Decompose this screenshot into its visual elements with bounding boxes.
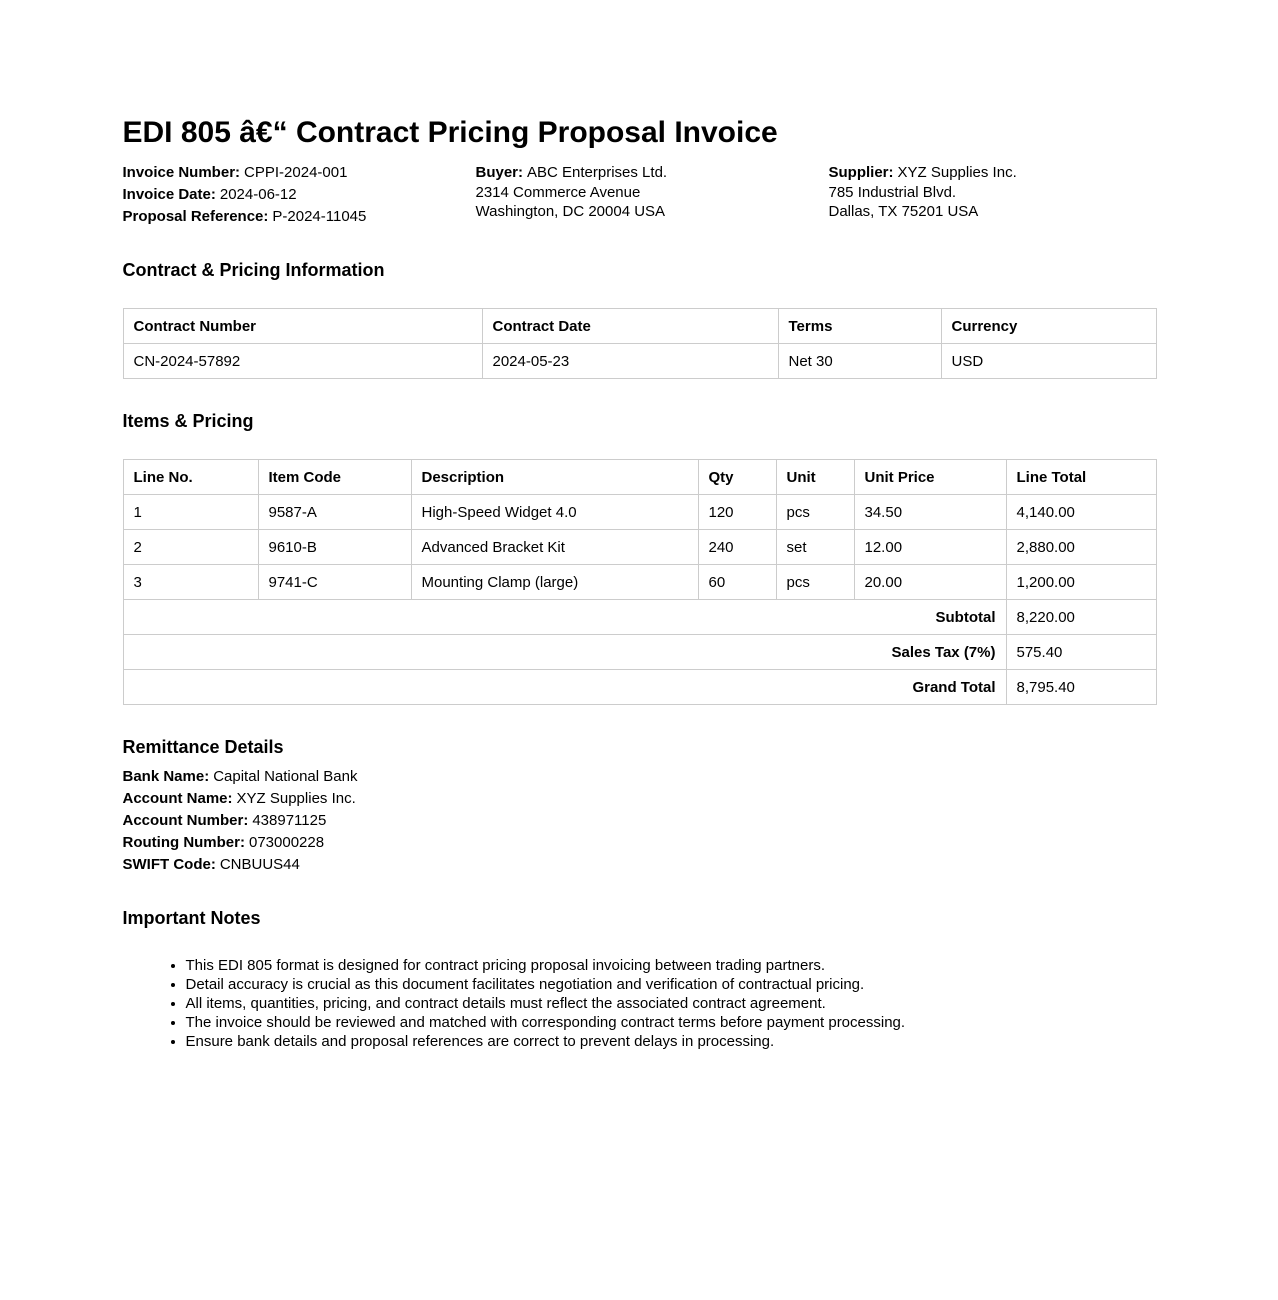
items-section-heading: Items & Pricing — [122, 411, 254, 431]
swift-code-value: CNBUUS44 — [219, 856, 300, 873]
routing-number-value: 073000228 — [248, 834, 325, 851]
description-cell: Advanced Bracket Kit — [411, 530, 698, 565]
item-code-cell: 9587-A — [258, 495, 411, 530]
note-item: • The invoice should be reviewed and matched with corresponding contract terms before payment processing. — [186, 1013, 1156, 1032]
bank-name-line — [123, 766, 1156, 788]
invoice-header — [123, 162, 1156, 228]
contract-date-cell: 2024-05-23 — [482, 344, 778, 379]
summary-row-subtotal — [123, 600, 1156, 635]
note-item: • All items, quantities, pricing, and contract details must reflect the associated contract agreement. — [186, 994, 1156, 1013]
swift-code-label: SWIFT Code: — [122, 856, 216, 873]
unit-price-header: Unit Price — [854, 460, 1006, 495]
unit-header: Unit — [776, 460, 854, 495]
buyer-name: ABC Enterprises Ltd. — [527, 164, 668, 181]
invoice-document — [123, 0, 1156, 1051]
account-name-label: Account Name: — [122, 790, 233, 807]
unit-price-cell: 34.50 — [854, 495, 1006, 530]
sales-tax-label: Sales Tax (7%) — [123, 635, 1006, 670]
buyer-name-line — [476, 162, 829, 184]
item-row-1 — [123, 495, 1156, 530]
contract-table — [123, 308, 1157, 379]
contract-number-header: Contract Number — [123, 309, 482, 344]
item-row-2 — [123, 530, 1156, 565]
supplier-info — [829, 162, 1156, 228]
note-item: • Ensure bank details and proposal references are correct to prevent delays in processing. — [186, 1032, 1156, 1051]
proposal-reference-line — [123, 206, 476, 228]
proposal-reference-value: P-2024-11045 — [272, 208, 367, 225]
items-section — [123, 411, 1156, 705]
notes-section — [123, 908, 1156, 1051]
account-name-value: XYZ Supplies Inc. — [236, 790, 356, 807]
terms-header: Terms — [778, 309, 941, 344]
contract-table-row — [123, 344, 1156, 379]
account-name-line — [123, 788, 1156, 810]
account-number-label: Account Number: — [122, 812, 249, 829]
supplier-label: Supplier: — [828, 164, 894, 181]
buyer-label: Buyer: — [475, 164, 524, 181]
terms-cell: Net 30 — [778, 344, 941, 379]
note-item: • This EDI 805 format is designed for contract pricing proposal invoicing between trading partners. — [186, 956, 1156, 975]
contract-number-cell: CN-2024-57892 — [123, 344, 482, 379]
buyer-address-line2: Washington, DC 20004 USA — [475, 202, 666, 220]
routing-number-line — [123, 832, 1156, 854]
note-item: • Detail accuracy is crucial as this document facilitates negotiation and verification of contractual pricing. — [186, 975, 1156, 994]
invoice-number-line — [123, 162, 476, 184]
items-table-header-row — [123, 460, 1156, 495]
item-code-header: Item Code — [258, 460, 411, 495]
item-code-cell: 9610-B — [258, 530, 411, 565]
line-no-cell: 1 — [123, 495, 258, 530]
invoice-meta — [123, 162, 476, 228]
unit-cell: pcs — [776, 565, 854, 600]
qty-cell: 60 — [698, 565, 776, 600]
proposal-reference-label: Proposal Reference: — [122, 208, 269, 225]
grand-total-label: Grand Total — [123, 670, 1006, 705]
subtotal-value: 8,220.00 — [1006, 600, 1156, 635]
buyer-info — [476, 162, 829, 228]
description-cell: High-Speed Widget 4.0 — [411, 495, 698, 530]
items-table — [123, 459, 1157, 705]
summary-row-grand-total — [123, 670, 1156, 705]
line-no-header: Line No. — [123, 460, 258, 495]
line-no-cell: 3 — [123, 565, 258, 600]
supplier-name-line — [829, 162, 1156, 184]
line-no-cell: 2 — [123, 530, 258, 565]
line-total-cell: 2,880.00 — [1006, 530, 1156, 565]
sales-tax-value: 575.40 — [1006, 635, 1156, 670]
bank-name-value: Capital National Bank — [213, 768, 358, 785]
contract-table-header-row — [123, 309, 1156, 344]
summary-row-sales-tax — [123, 635, 1156, 670]
remittance-heading: Remittance Details — [122, 737, 284, 757]
remittance-section — [123, 737, 1156, 876]
currency-cell: USD — [941, 344, 1156, 379]
invoice-number-label: Invoice Number: — [122, 164, 241, 181]
supplier-address-line2: Dallas, TX 75201 USA — [828, 202, 979, 220]
invoice-number-value: CPPI-2024-001 — [244, 164, 348, 181]
bank-name-label: Bank Name: — [122, 768, 210, 785]
grand-total-value: 8,795.40 — [1006, 670, 1156, 705]
routing-number-label: Routing Number: — [122, 834, 245, 851]
invoice-date-label: Invoice Date: — [122, 186, 216, 203]
unit-price-cell: 20.00 — [854, 565, 1006, 600]
qty-cell: 240 — [698, 530, 776, 565]
contract-date-header: Contract Date — [482, 309, 778, 344]
line-total-cell: 1,200.00 — [1006, 565, 1156, 600]
unit-price-cell: 12.00 — [854, 530, 1006, 565]
line-total-cell: 4,140.00 — [1006, 495, 1156, 530]
invoice-date-value: 2024-06-12 — [219, 186, 297, 203]
contract-section — [123, 260, 1156, 379]
swift-code-line — [123, 854, 1156, 876]
description-header: Description — [411, 460, 698, 495]
supplier-address-line1: 785 Industrial Blvd. — [828, 184, 957, 201]
unit-cell: set — [776, 530, 854, 565]
supplier-name: XYZ Supplies Inc. — [897, 164, 1017, 181]
unit-cell: pcs — [776, 495, 854, 530]
item-row-3 — [123, 565, 1156, 600]
line-total-header: Line Total — [1006, 460, 1156, 495]
subtotal-label: Subtotal — [123, 600, 1006, 635]
contract-section-heading: Contract & Pricing Information — [122, 260, 385, 280]
account-number-value: 438971125 — [252, 812, 327, 829]
notes-heading: Important Notes — [122, 908, 261, 928]
buyer-address-line1: 2314 Commerce Avenue — [475, 184, 641, 201]
invoice-date-line — [123, 184, 476, 206]
description-cell: Mounting Clamp (large) — [411, 565, 698, 600]
page-title: EDI 805 â€“ Contract Pricing Proposal Invoice — [122, 116, 778, 149]
item-code-cell: 9741-C — [258, 565, 411, 600]
notes-list — [123, 956, 1156, 1051]
qty-cell: 120 — [698, 495, 776, 530]
currency-header: Currency — [941, 309, 1156, 344]
qty-header: Qty — [698, 460, 776, 495]
account-number-line — [123, 810, 1156, 832]
